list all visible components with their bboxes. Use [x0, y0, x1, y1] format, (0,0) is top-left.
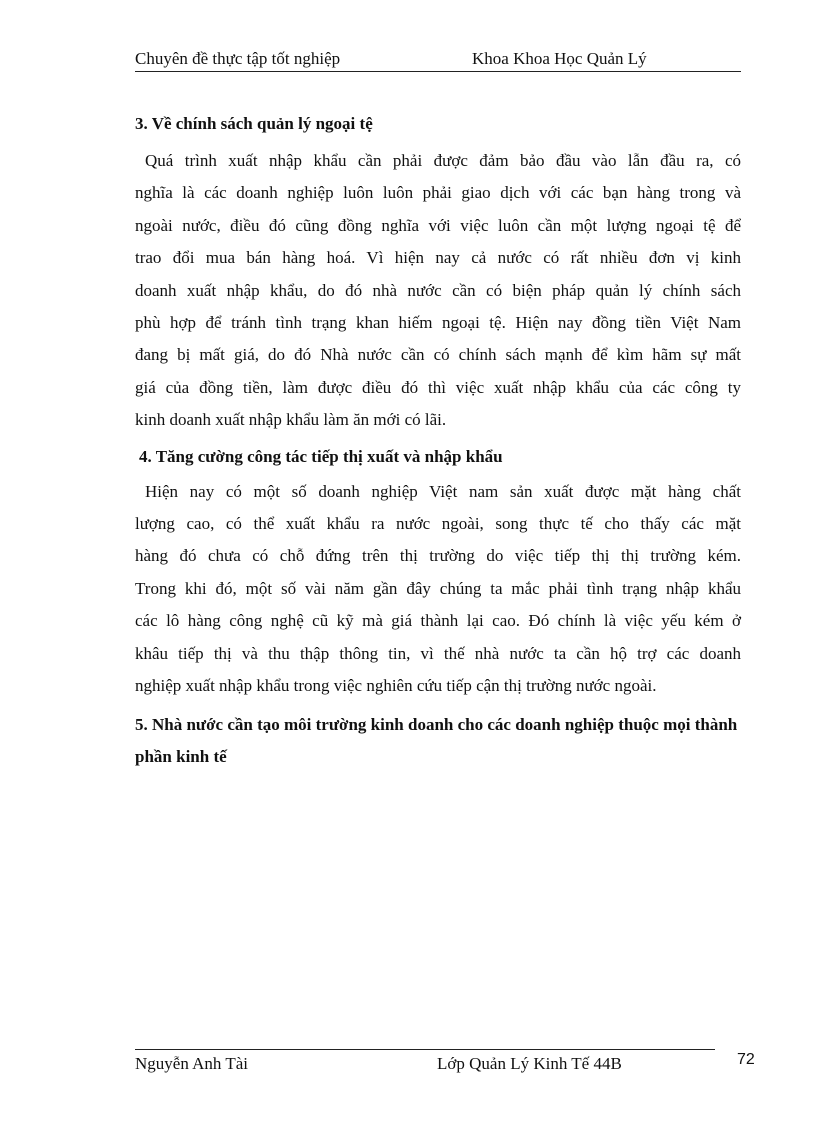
paragraph-line: kinh doanh xuất nhập khẩu làm ăn mới có lãi.	[135, 410, 447, 430]
paragraph-line: nghiệp xuất nhập khẩu trong việc nghiên cứu tiếp cận thị trường nước ngoài.	[135, 676, 657, 696]
header-report-title: Chuyên đề thực tập tốt nghiệp	[135, 49, 341, 68]
header-faculty-name: Khoa Khoa Học Quản Lý	[472, 49, 647, 68]
document-body	[135, 108, 741, 773]
paragraph-line: ngoài nước, điều đó cũng đồng nghĩa với việc luôn cần một lượng ngoại tệ để	[135, 215, 741, 235]
paragraph-line: hàng đó chưa có chỗ đứng trên thị trường do việc tiếp thị thị trường kém.	[135, 546, 741, 566]
paragraph-line: lượng cao, có thể xuất khẩu ra nước ngoài, song thực tế cho thấy các mặt	[135, 514, 741, 534]
paragraph-line: các lô hàng công nghệ cũ kỹ mà giá thành lại cao. Đó chính là việc yếu kém ở	[135, 611, 741, 631]
paragraph-line: đang bị mất giá, do đó Nhà nước cần có chính sách mạnh để kìm hãm sự mất	[135, 345, 741, 365]
paragraph-line: giá của đồng tiền, làm được điều đó thì việc xuất nhập khẩu của các công ty	[135, 377, 741, 397]
paragraph-line: nghĩa là các doanh nghiệp luôn luôn phải giao dịch với các bạn hàng trong và	[135, 183, 741, 203]
paragraph-line: Hiện nay có một số doanh nghiệp Việt nam sản xuất được mặt hàng chất	[145, 481, 741, 501]
footer-author: Nguyễn Anh Tài	[135, 1054, 249, 1073]
section-heading-5: 5. Nhà nước cần tạo môi trường kinh doanh cho các doanh nghiệp thuộc mọi thành phần kinh tế	[135, 714, 738, 766]
page-header	[135, 49, 741, 72]
paragraph-line: trao đổi mua bán hàng hoá. Vì hiện nay cả nước có rất nhiều đơn vị kinh	[135, 248, 741, 268]
paragraph-line: Trong khi đó, một số vài năm gần đây chúng ta mắc phải tình trạng nhập khẩu	[135, 578, 741, 598]
section-heading-4: 4. Tăng cường công tác tiếp thị xuất và nhập khẩu	[139, 446, 503, 466]
section-4-paragraph	[135, 476, 741, 703]
paragraph-line: Quá trình xuất nhập khẩu cần phải được đảm bảo đầu vào lẫn đầu ra, có	[145, 151, 741, 170]
page-number: 72	[737, 1051, 755, 1068]
footer-divider	[135, 1049, 715, 1050]
paragraph-line: khâu tiếp thị và thu thập thông tin, vì thế nhà nước ta cần hộ trợ các doanh	[135, 643, 741, 663]
footer-class: Lớp Quản Lý Kinh Tế 44B	[437, 1054, 622, 1073]
paragraph-line: phù hợp để tránh tình trạng khan hiếm ngoại tệ. Hiện nay đồng tiền Việt Nam	[135, 313, 741, 333]
section-heading-3: 3. Về chính sách quản lý ngoại tệ	[135, 114, 373, 133]
paragraph-line: doanh xuất nhập khẩu, do đó nhà nước cần có biện pháp quản lý chính sách	[135, 280, 741, 300]
section-3-paragraph	[135, 145, 741, 437]
